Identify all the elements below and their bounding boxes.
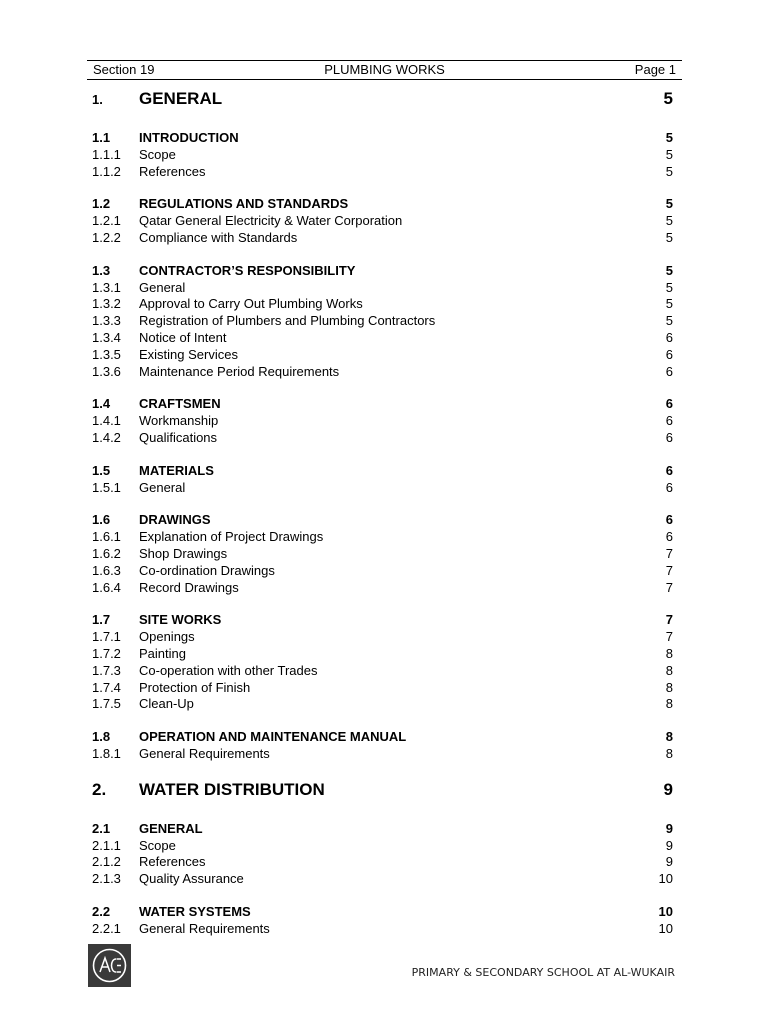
entry-page: 5 (665, 196, 673, 212)
toc-entry (92, 629, 673, 646)
toc-entry (92, 871, 673, 888)
page-header (87, 60, 682, 80)
entry-title: GENERAL (139, 89, 223, 108)
toc-entry (92, 854, 673, 871)
entry-number: 1.3.5 (92, 346, 121, 362)
entry-page: 5 (665, 163, 673, 179)
entry-number: 1.2.1 (92, 213, 121, 229)
entry-title: Record Drawings (139, 579, 239, 595)
entry-number: 1.8.1 (92, 745, 121, 761)
entry-page: 6 (665, 529, 673, 545)
entry-page: 8 (665, 645, 673, 661)
toc-entry (92, 280, 673, 297)
document-title: PLUMBING WORKS (324, 62, 445, 77)
entry-title: Scope (139, 146, 176, 162)
table-of-contents (92, 88, 673, 953)
toc-entry (92, 347, 673, 364)
entry-title: Approval to Carry Out Plumbing Works (139, 296, 363, 312)
entry-title: Clean-Up (139, 696, 194, 712)
entry-title: CRAFTSMEN (139, 396, 221, 412)
toc-entry (92, 330, 673, 347)
toc-entry (92, 147, 673, 164)
toc-section-heading (92, 904, 673, 921)
entry-title: Workmanship (139, 413, 219, 429)
entry-title: CONTRACTOR’S RESPONSIBILITY (139, 262, 356, 278)
company-logo (88, 944, 131, 987)
entry-page: 6 (665, 462, 673, 478)
entry-page: 6 (665, 346, 673, 362)
entry-number: 1.6 (92, 512, 111, 528)
toc-section-heading (92, 729, 673, 746)
entry-number: 1.6.3 (92, 562, 121, 578)
toc-section-heading (92, 463, 673, 480)
entry-title: Painting (139, 645, 186, 661)
entry-number: 1. (92, 92, 103, 107)
toc-section (92, 130, 673, 180)
entry-title: Quality Assurance (139, 871, 244, 887)
entry-page: 8 (665, 729, 673, 745)
entry-title: General (139, 279, 186, 295)
entry-title: Shop Drawings (139, 545, 228, 561)
toc-section-heading (92, 821, 673, 838)
entry-page: 6 (665, 479, 673, 495)
entry-page: 6 (665, 413, 673, 429)
toc-section (92, 612, 673, 713)
entry-title: REGULATIONS AND STANDARDS (139, 196, 349, 212)
toc-entry (92, 529, 673, 546)
toc-section (92, 821, 673, 888)
toc-entry (92, 663, 673, 680)
entry-page: 8 (665, 696, 673, 712)
entry-page: 9 (665, 854, 673, 870)
entry-page: 8 (665, 745, 673, 761)
toc-entry (92, 921, 673, 938)
entry-number: 1.3.3 (92, 313, 121, 329)
entry-title: Qualifications (139, 429, 218, 445)
entry-page: 9 (663, 779, 673, 799)
entry-page: 5 (665, 130, 673, 145)
entry-title: Registration of Plumbers and Plumbing Contractors (139, 313, 436, 329)
entry-title: SITE WORKS (139, 612, 222, 628)
entry-page: 6 (665, 363, 673, 379)
toc-entry (92, 480, 673, 497)
toc-entry (92, 563, 673, 580)
toc-entry (92, 230, 673, 247)
entry-title: WATER SYSTEMS (139, 903, 251, 919)
entry-title: DRAWINGS (139, 512, 211, 528)
entry-number: 1.4.2 (92, 429, 121, 445)
toc-section (92, 512, 673, 596)
toc-entry (92, 546, 673, 563)
entry-number: 1.5 (92, 462, 111, 478)
entry-title: General Requirements (139, 745, 270, 761)
toc-section-heading (92, 396, 673, 413)
page-number: Page 1 (634, 62, 676, 77)
entry-title: Scope (139, 837, 176, 853)
entry-number: 2.1.1 (92, 837, 121, 853)
entry-title: Co-operation with other Trades (139, 662, 318, 678)
entry-page: 7 (665, 562, 673, 578)
toc-entry (92, 646, 673, 663)
toc-chapter (92, 88, 673, 110)
entry-title: References (139, 163, 206, 179)
entry-number: 1.2.2 (92, 229, 121, 245)
logo-emblem-icon (88, 944, 131, 987)
entry-number: 1.7 (92, 612, 111, 628)
entry-number: 2.1 (92, 820, 111, 836)
entry-title: WATER DISTRIBUTION (139, 779, 325, 799)
entry-title: Compliance with Standards (139, 229, 298, 245)
entry-page: 9 (665, 820, 673, 836)
entry-number: 2.2.1 (92, 920, 121, 936)
toc-entry (92, 213, 673, 230)
toc-chapter-heading (92, 779, 673, 801)
entry-page: 10 (658, 920, 673, 936)
toc-section (92, 904, 673, 938)
toc-chapter-heading (92, 88, 673, 110)
toc-section-heading (92, 263, 673, 280)
entry-page: 9 (665, 837, 673, 853)
entry-page: 5 (665, 229, 673, 245)
entry-page: 5 (665, 146, 673, 162)
entry-number: 2.1.3 (92, 871, 121, 887)
toc-entry (92, 313, 673, 330)
toc-entry (92, 580, 673, 597)
entry-title: Existing Services (139, 346, 238, 362)
entry-title: Protection of Finish (139, 679, 251, 695)
entry-number: 1.7.5 (92, 696, 121, 712)
entry-title: General (139, 479, 186, 495)
entry-page: 7 (665, 545, 673, 561)
project-name: PRIMARY & SECONDARY SCHOOL AT AL-WUKAIR (411, 966, 675, 979)
entry-number: 1.3.6 (92, 363, 121, 379)
entry-number: 2.2 (92, 903, 111, 919)
entry-number: 1.7.3 (92, 662, 121, 678)
entry-title: OPERATION AND MAINTENANCE MANUAL (139, 729, 407, 745)
entry-page: 6 (665, 512, 673, 528)
toc-entry (92, 413, 673, 430)
section-label: Section 19 (93, 62, 155, 77)
entry-number: 1.6.1 (92, 529, 121, 545)
entry-title: Qatar General Electricity & Water Corporation (139, 213, 403, 229)
entry-title: MATERIALS (139, 462, 214, 478)
entry-number: 2. (92, 779, 107, 799)
entry-title: GENERAL (139, 820, 203, 836)
entry-page: 7 (665, 612, 673, 628)
entry-page: 5 (665, 313, 673, 329)
toc-section (92, 463, 673, 497)
toc-section-heading (92, 130, 673, 147)
toc-section (92, 196, 673, 246)
toc-entry (92, 680, 673, 697)
entry-page: 8 (665, 679, 673, 695)
entry-number: 1.1.2 (92, 163, 121, 179)
entry-page: 5 (665, 262, 673, 278)
entry-number: 1.7.4 (92, 679, 121, 695)
entry-title: Explanation of Project Drawings (139, 529, 324, 545)
toc-entry (92, 746, 673, 763)
entry-number: 1.8 (92, 729, 111, 745)
entry-page: 6 (665, 429, 673, 445)
entry-number: 1.4 (92, 396, 111, 412)
entry-number: 1.6.4 (92, 579, 121, 595)
entry-page: 6 (665, 329, 673, 345)
entry-number: 1.7.1 (92, 629, 121, 645)
toc-section (92, 396, 673, 446)
toc-chapter (92, 779, 673, 801)
entry-title: References (139, 854, 206, 870)
toc-entry (92, 296, 673, 313)
entry-page: 7 (665, 629, 673, 645)
toc-entry (92, 364, 673, 381)
entry-number: 1.1 (92, 130, 111, 145)
entry-page: 5 (665, 296, 673, 312)
entry-number: 1.3 (92, 262, 111, 278)
entry-page: 8 (665, 662, 673, 678)
entry-number: 2.1.2 (92, 854, 121, 870)
toc-section-heading (92, 196, 673, 213)
entry-title: INTRODUCTION (139, 130, 239, 145)
entry-number: 1.2 (92, 196, 111, 212)
entry-title: Co-ordination Drawings (139, 562, 275, 578)
entry-title: Maintenance Period Requirements (139, 363, 340, 379)
entry-title: Openings (139, 629, 195, 645)
entry-number: 1.3.2 (92, 296, 121, 312)
toc-section (92, 729, 673, 763)
entry-number: 1.6.2 (92, 545, 121, 561)
entry-number: 1.1.1 (92, 146, 121, 162)
toc-entry (92, 696, 673, 713)
toc-entry (92, 164, 673, 181)
entry-page: 5 (663, 89, 673, 108)
entry-number: 1.3.4 (92, 329, 121, 345)
toc-entry (92, 838, 673, 855)
entry-number: 1.5.1 (92, 479, 121, 495)
entry-page: 5 (665, 213, 673, 229)
toc-section (92, 263, 673, 381)
entry-page: 6 (665, 396, 673, 412)
entry-page: 5 (665, 279, 673, 295)
toc-entry (92, 430, 673, 447)
entry-page: 7 (665, 579, 673, 595)
entry-number: 1.3.1 (92, 279, 121, 295)
entry-title: General Requirements (139, 920, 270, 936)
entry-title: Notice of Intent (139, 329, 227, 345)
toc-section-heading (92, 512, 673, 529)
toc-section-heading (92, 612, 673, 629)
entry-number: 1.4.1 (92, 413, 121, 429)
entry-page: 10 (658, 871, 673, 887)
entry-page: 10 (658, 903, 673, 919)
entry-number: 1.7.2 (92, 645, 121, 661)
